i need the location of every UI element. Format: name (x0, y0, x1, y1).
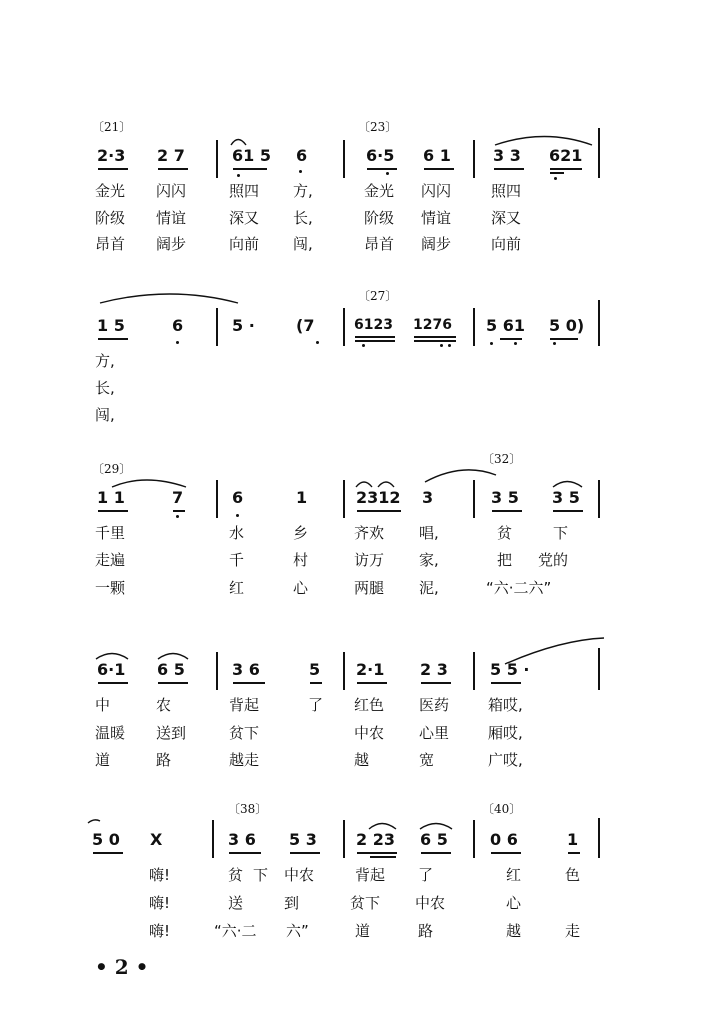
note: 1 (296, 488, 308, 507)
bar-line (343, 652, 345, 690)
note: 2·1 (356, 660, 385, 679)
lyric: 泥, (419, 579, 439, 597)
note: 5 61 (486, 316, 525, 335)
lyric: 广哎, (488, 751, 523, 769)
lyric: 色 (565, 866, 581, 884)
note: 2312 (356, 488, 401, 507)
lyric: 家, (419, 551, 439, 569)
lyric: 把 (497, 551, 513, 569)
lyric: 一颗 (95, 579, 126, 597)
lyric: 红 (506, 866, 522, 884)
octave-dot (176, 515, 179, 518)
lyric: 农 (156, 696, 172, 714)
lyric: 金光 (364, 182, 395, 200)
underline (173, 510, 185, 512)
lyric: 走 (565, 922, 581, 940)
lyric: 闪闪 (156, 182, 187, 200)
slur (420, 824, 452, 830)
lyric: 了 (308, 696, 324, 714)
note: 1 5 (97, 316, 125, 335)
lyric: 党的 (538, 551, 569, 569)
bar-line (598, 648, 600, 690)
note: 3 (422, 488, 434, 507)
slur (100, 294, 238, 303)
lyric: 深又 (229, 209, 260, 227)
note: 1 (567, 830, 579, 849)
lyric: 嗨! (149, 922, 171, 940)
lyric: 贫下 (350, 894, 381, 912)
lyric: 向前 (491, 235, 522, 253)
lyric: 阔步 (421, 235, 452, 253)
slur (369, 824, 396, 830)
slur (158, 654, 188, 660)
lyric: 温暖 (95, 724, 126, 742)
note: 3 6 (232, 660, 260, 679)
lyric: 背起 (229, 696, 260, 714)
lyric: 闯, (95, 406, 115, 424)
octave-dot (553, 342, 556, 345)
lyric: 中农 (284, 866, 315, 884)
octave-dot (448, 344, 451, 347)
lyric: 村 (293, 551, 309, 569)
underline (421, 682, 451, 684)
underline (550, 168, 582, 170)
bar-line (216, 140, 218, 178)
lyric: 长, (293, 209, 313, 227)
note: 6 (172, 316, 184, 335)
note: 5 0) (549, 316, 585, 335)
lyric: 红色 (354, 696, 385, 714)
note: 6·5 (366, 146, 395, 165)
underline (568, 852, 580, 854)
page-number: • 2 • (95, 955, 149, 979)
underline (494, 168, 524, 170)
underline (421, 852, 451, 854)
lyric: 乡 (293, 524, 309, 542)
note: 3 5 (491, 488, 519, 507)
underline (357, 510, 401, 512)
note: 5 3 (289, 830, 317, 849)
lyric: 送到 (156, 724, 187, 742)
bar-line (216, 652, 218, 690)
bar-line (473, 140, 475, 178)
lyric: 送 (228, 894, 244, 912)
note: 2 7 (157, 146, 185, 165)
lyric: 贫下 (229, 724, 260, 742)
note: 5 5 · (490, 660, 530, 679)
measure-number: 〔21〕 (92, 120, 132, 134)
slur (378, 482, 394, 487)
lyric: 水 (229, 524, 245, 542)
lyric: 闪闪 (421, 182, 452, 200)
underline (553, 510, 583, 512)
bar-line (473, 652, 475, 690)
octave-dot (554, 177, 557, 180)
slur (425, 470, 496, 482)
underline (158, 168, 188, 170)
note: 3 3 (493, 146, 521, 165)
lyric: 昂首 (364, 235, 395, 253)
octave-dot (299, 170, 302, 173)
bar-line (216, 308, 218, 346)
note: 2 23 (356, 830, 395, 849)
note: 621 (549, 146, 583, 165)
underline (290, 852, 320, 854)
slur (495, 137, 592, 146)
lyric: 红 (229, 579, 245, 597)
lyric: 中农 (354, 724, 385, 742)
lyric: 千 (229, 551, 245, 569)
lyric: 宽 (419, 751, 435, 769)
note: 6123 (354, 317, 393, 333)
lyric: 贫 (497, 524, 513, 542)
lyric: 了 (418, 866, 434, 884)
measure-number: 〔38〕 (228, 802, 268, 816)
underline (414, 340, 456, 342)
lyric: 越 (506, 922, 522, 940)
slur (356, 482, 372, 487)
underline (158, 682, 188, 684)
lyric: 情谊 (156, 209, 187, 227)
slur (553, 482, 582, 488)
note: 6 5 (157, 660, 185, 679)
bar-line (473, 820, 475, 858)
octave-dot (362, 344, 365, 347)
lyric: 闯, (293, 235, 313, 253)
octave-dot (490, 342, 493, 345)
measure-number: 〔27〕 (358, 289, 398, 303)
measure-number: 〔32〕 (482, 452, 522, 466)
lyric: “六·二 (214, 922, 257, 940)
octave-dot (440, 344, 443, 347)
note: 6·1 (97, 660, 126, 679)
lyric: 情谊 (421, 209, 452, 227)
lyric: 嗨! (149, 866, 171, 884)
lyric: 道 (95, 751, 111, 769)
lyric: 长, (95, 379, 115, 397)
lyric: 照四 (491, 182, 522, 200)
lyric: 贫 (228, 866, 244, 884)
lyric: 两腿 (354, 579, 385, 597)
lyric: 厢哎, (488, 724, 523, 742)
measure-number: 〔23〕 (358, 120, 398, 134)
note: 2 3 (420, 660, 448, 679)
underline (492, 510, 522, 512)
lyric: 路 (156, 751, 172, 769)
bar-line (598, 128, 600, 178)
lyric: 六” (286, 922, 309, 940)
note: 61 5 (232, 146, 271, 165)
underline (229, 852, 261, 854)
note: 1276 (413, 317, 452, 333)
underline (357, 682, 387, 684)
lyric: 深又 (491, 209, 522, 227)
underline (98, 682, 128, 684)
note: 6 5 (420, 830, 448, 849)
lyric: 嗨! (149, 894, 171, 912)
bar-line (343, 140, 345, 178)
note: 3 5 (552, 488, 580, 507)
underline (98, 510, 128, 512)
note: 1 1 (97, 488, 125, 507)
lyric: 下 (553, 524, 569, 542)
lyric: 访万 (354, 551, 385, 569)
underline (98, 168, 128, 170)
lyric: 道 (355, 922, 371, 940)
octave-dot (386, 172, 389, 175)
underline (233, 682, 265, 684)
octave-dot (176, 341, 179, 344)
underline (550, 172, 564, 174)
underline (370, 856, 396, 858)
bar-line (343, 308, 345, 346)
slur (112, 480, 186, 487)
lyric: 金光 (95, 182, 126, 200)
lyric: 越走 (229, 751, 260, 769)
octave-dot (514, 342, 517, 345)
lyric: 唱, (419, 524, 439, 542)
lyric: 医药 (419, 696, 450, 714)
slur (231, 140, 246, 146)
octave-dot (237, 174, 240, 177)
bar-line (598, 300, 600, 346)
lyric: 路 (418, 922, 434, 940)
note: 5 (309, 660, 321, 679)
bar-line (473, 308, 475, 346)
lyric: 千里 (95, 524, 126, 542)
lyric: 中 (95, 696, 111, 714)
measure-number: 〔40〕 (482, 802, 522, 816)
bar-line (598, 480, 600, 518)
bar-line (343, 820, 345, 858)
underline (367, 168, 397, 170)
note: 3 6 (228, 830, 256, 849)
note: 5 · (232, 316, 255, 335)
lyric: 越 (354, 751, 370, 769)
lyric: 背起 (355, 866, 386, 884)
lyric: 方, (95, 352, 115, 370)
note: 5 0 (92, 830, 120, 849)
note: (7 (296, 316, 315, 335)
lyric: 阶级 (95, 209, 126, 227)
lyric: 到 (284, 894, 300, 912)
lyric: 中农 (415, 894, 446, 912)
note: 6 1 (423, 146, 451, 165)
underline (233, 168, 267, 170)
lyric: 走遍 (95, 551, 126, 569)
note: 7 (172, 488, 184, 507)
underline (491, 852, 521, 854)
slur (88, 820, 100, 823)
lyric: 方, (293, 182, 313, 200)
lyric: 向前 (229, 235, 260, 253)
octave-dot (316, 341, 319, 344)
lyric: 下 (253, 866, 269, 884)
underline (500, 338, 522, 340)
slur (96, 654, 128, 660)
note: 2·3 (97, 146, 126, 165)
underline (550, 338, 578, 340)
lyric: 箱哎, (488, 696, 523, 714)
lyric: 阶级 (364, 209, 395, 227)
bar-line (212, 820, 214, 858)
measure-number: 〔29〕 (92, 462, 132, 476)
lyric: 心 (506, 894, 522, 912)
bar-line (343, 480, 345, 518)
note: 0 6 (490, 830, 518, 849)
lyric: 心 (293, 579, 309, 597)
bar-line (598, 818, 600, 858)
lyric: 齐欢 (354, 524, 385, 542)
underline (414, 336, 456, 338)
underline (357, 852, 397, 854)
bar-line (473, 480, 475, 518)
lyric: “六·二六” (486, 579, 552, 597)
lyric: 阔步 (156, 235, 187, 253)
underline (491, 682, 521, 684)
lyric: 照四 (229, 182, 260, 200)
underline (355, 340, 395, 342)
note: X (150, 830, 163, 849)
octave-dot (236, 514, 239, 517)
lyric: 心里 (419, 724, 450, 742)
underline (355, 336, 395, 338)
underline (93, 852, 123, 854)
note: 6 (232, 488, 244, 507)
underline (98, 338, 128, 340)
underline (424, 168, 454, 170)
underline (310, 682, 322, 684)
note: 6 (296, 146, 308, 165)
bar-line (216, 480, 218, 518)
lyric: 昂首 (95, 235, 126, 253)
